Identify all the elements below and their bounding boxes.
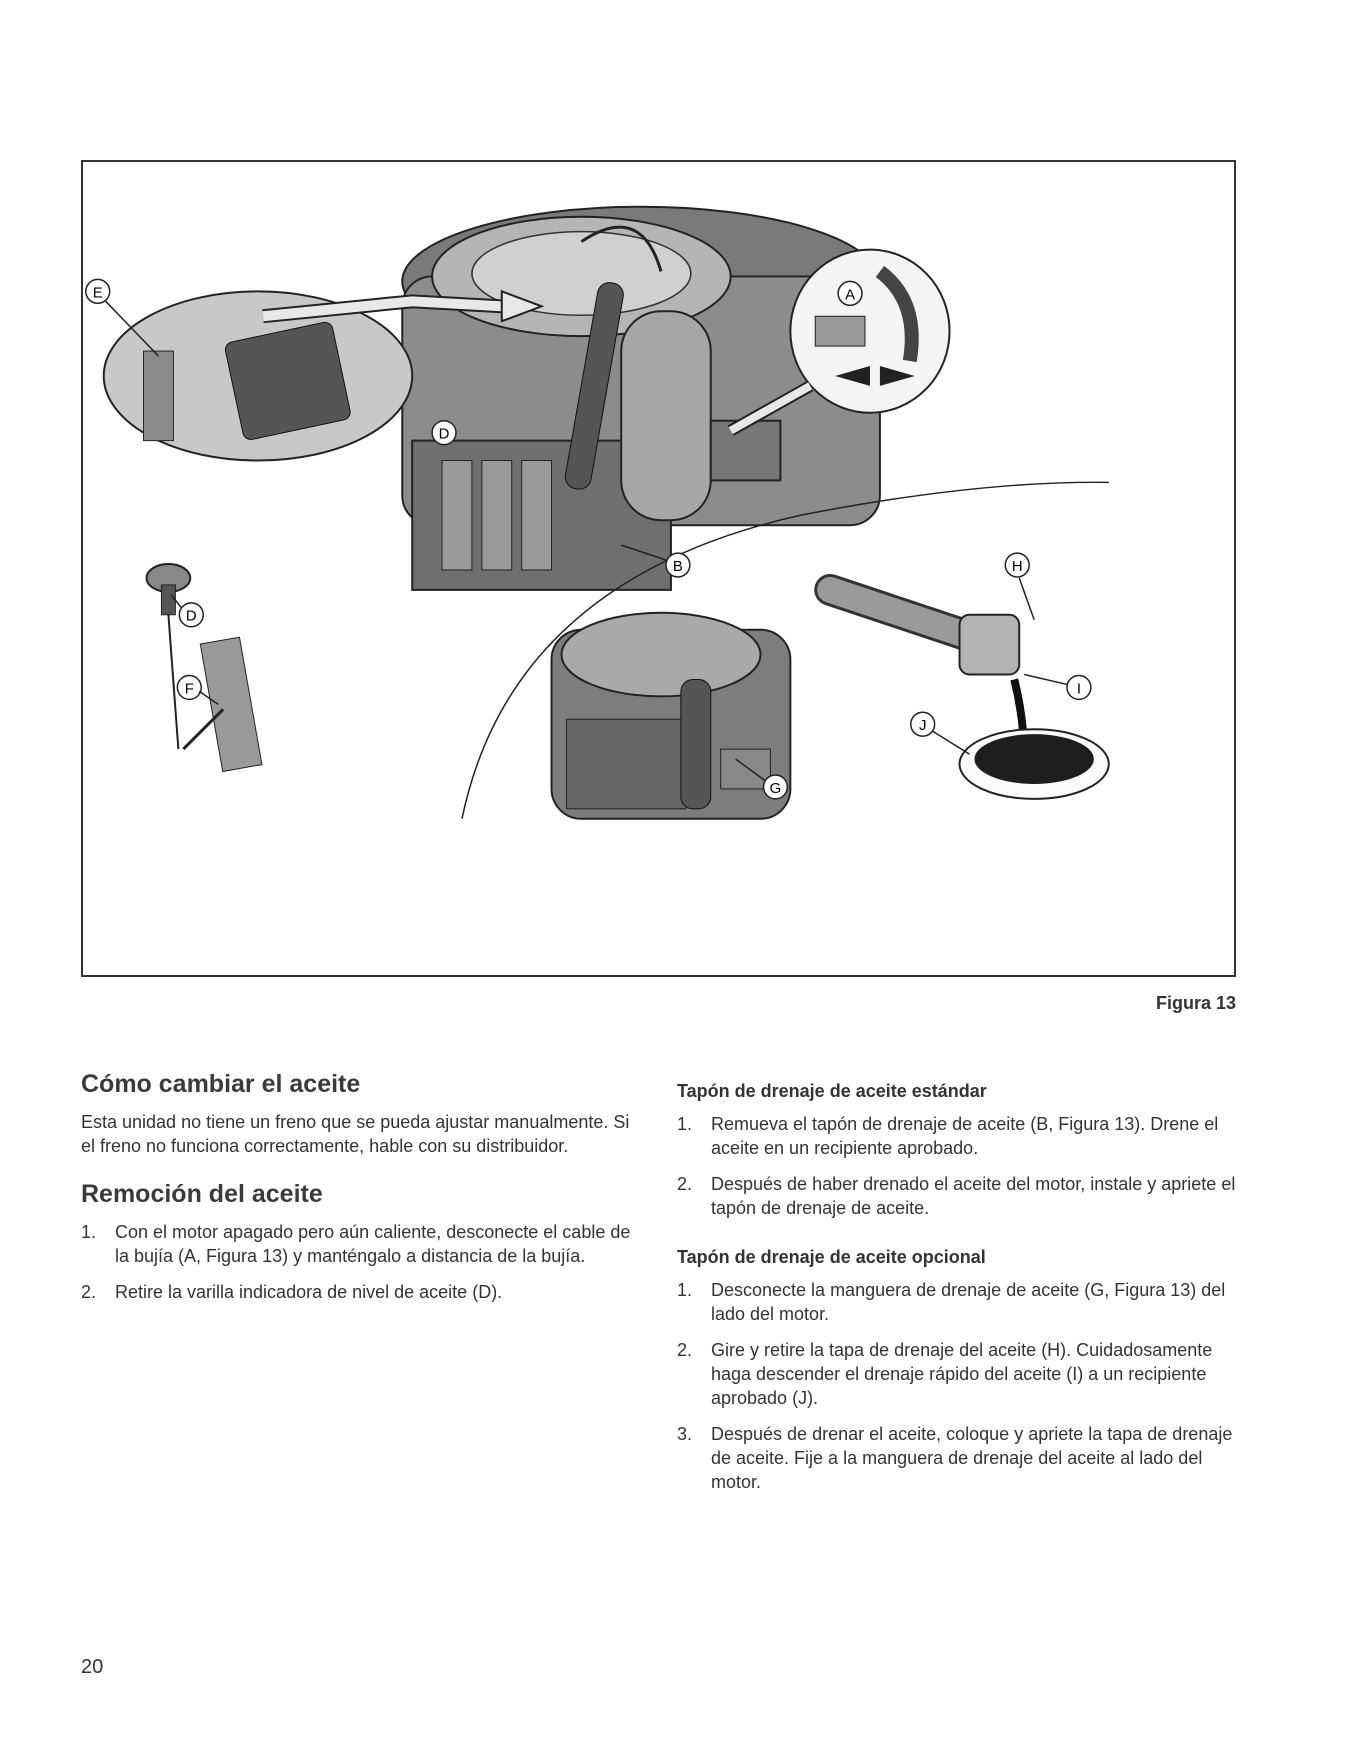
heading-oil-removal: Remoción del aceite	[81, 1180, 323, 1208]
main-engine-drawing	[402, 207, 880, 590]
svg-text:I: I	[1076, 680, 1082, 698]
callout-h	[1005, 553, 1034, 620]
list-item: 2. Después de haber drenado el aceite del motor, instale y apriete el tapón de drenaje de aceite.	[677, 1174, 1236, 1218]
optional-steps	[677, 1278, 1237, 1494]
callout-d-engine	[432, 421, 456, 445]
svg-text:A: A	[845, 286, 856, 304]
list-item: 2. Retire la varilla indicadora de nivel de aceite (D).	[81, 1282, 503, 1302]
svg-text:D: D	[438, 425, 450, 443]
callout-i	[1024, 674, 1091, 699]
callout-a	[838, 281, 862, 305]
right-column	[677, 1070, 1237, 1520]
svg-text:F: F	[184, 680, 194, 698]
callout-j	[911, 712, 970, 754]
removal-steps	[81, 1220, 641, 1304]
figure-caption: Figura 13	[1155, 993, 1236, 1013]
page-number: 20	[81, 1656, 104, 1678]
svg-text:B: B	[672, 557, 683, 575]
heading-optional-plug: Tapón de drenaje de aceite opcional	[677, 1247, 986, 1267]
callout-d-dipstick	[171, 595, 203, 627]
list-item: 1. Con el motor apagado pero aún caliente, desconecte el cable de la bujía (A, Figura 13) y manténgalo a distancia de la bujía.	[81, 1222, 631, 1266]
svg-text:E: E	[92, 284, 103, 302]
svg-text:H: H	[1011, 557, 1023, 575]
lower-engine-drawing	[552, 613, 791, 819]
list-item: 2. Gire y retire la tapa de drenaje del aceite (H). Cuidadosamente haga descender el drenaje rápido del aceite (I) a un recipiente aprobado (J).	[677, 1340, 1213, 1408]
heading-standard-plug: Tapón de drenaje de aceite estándar	[677, 1081, 987, 1101]
list-item: 1. Remueva el tapón de drenaje de aceite (B, Figura 13). Drene el aceite en un recipiente aprobado.	[677, 1114, 1219, 1158]
svg-text:G: G	[769, 779, 782, 797]
list-item: 3. Después de drenar el aceite, coloque y apriete la tapa de drenaje de aceite. Fije a la manguera de drenaje del aceite al lado del motor.	[677, 1424, 1233, 1492]
dipstick-drawing	[147, 564, 262, 771]
svg-text:J: J	[918, 717, 927, 735]
heading-change-oil: Cómo cambiar el aceite	[81, 1070, 361, 1098]
intro-paragraph: Esta unidad no tiene un freno que se pueda ajustar manualmente. Si el freno no funciona correctamente, hable con su distribuidor.	[81, 1112, 630, 1156]
drain-hose-drawing	[830, 590, 1109, 799]
engine-illustration	[83, 162, 1234, 975]
svg-text:D: D	[185, 607, 197, 625]
left-column	[81, 1070, 641, 1330]
list-item: 1. Desconecte la manguera de drenaje de aceite (G, Figura 13) del lado del motor.	[677, 1280, 1226, 1324]
standard-steps	[677, 1112, 1237, 1220]
engine-figure	[81, 160, 1236, 977]
